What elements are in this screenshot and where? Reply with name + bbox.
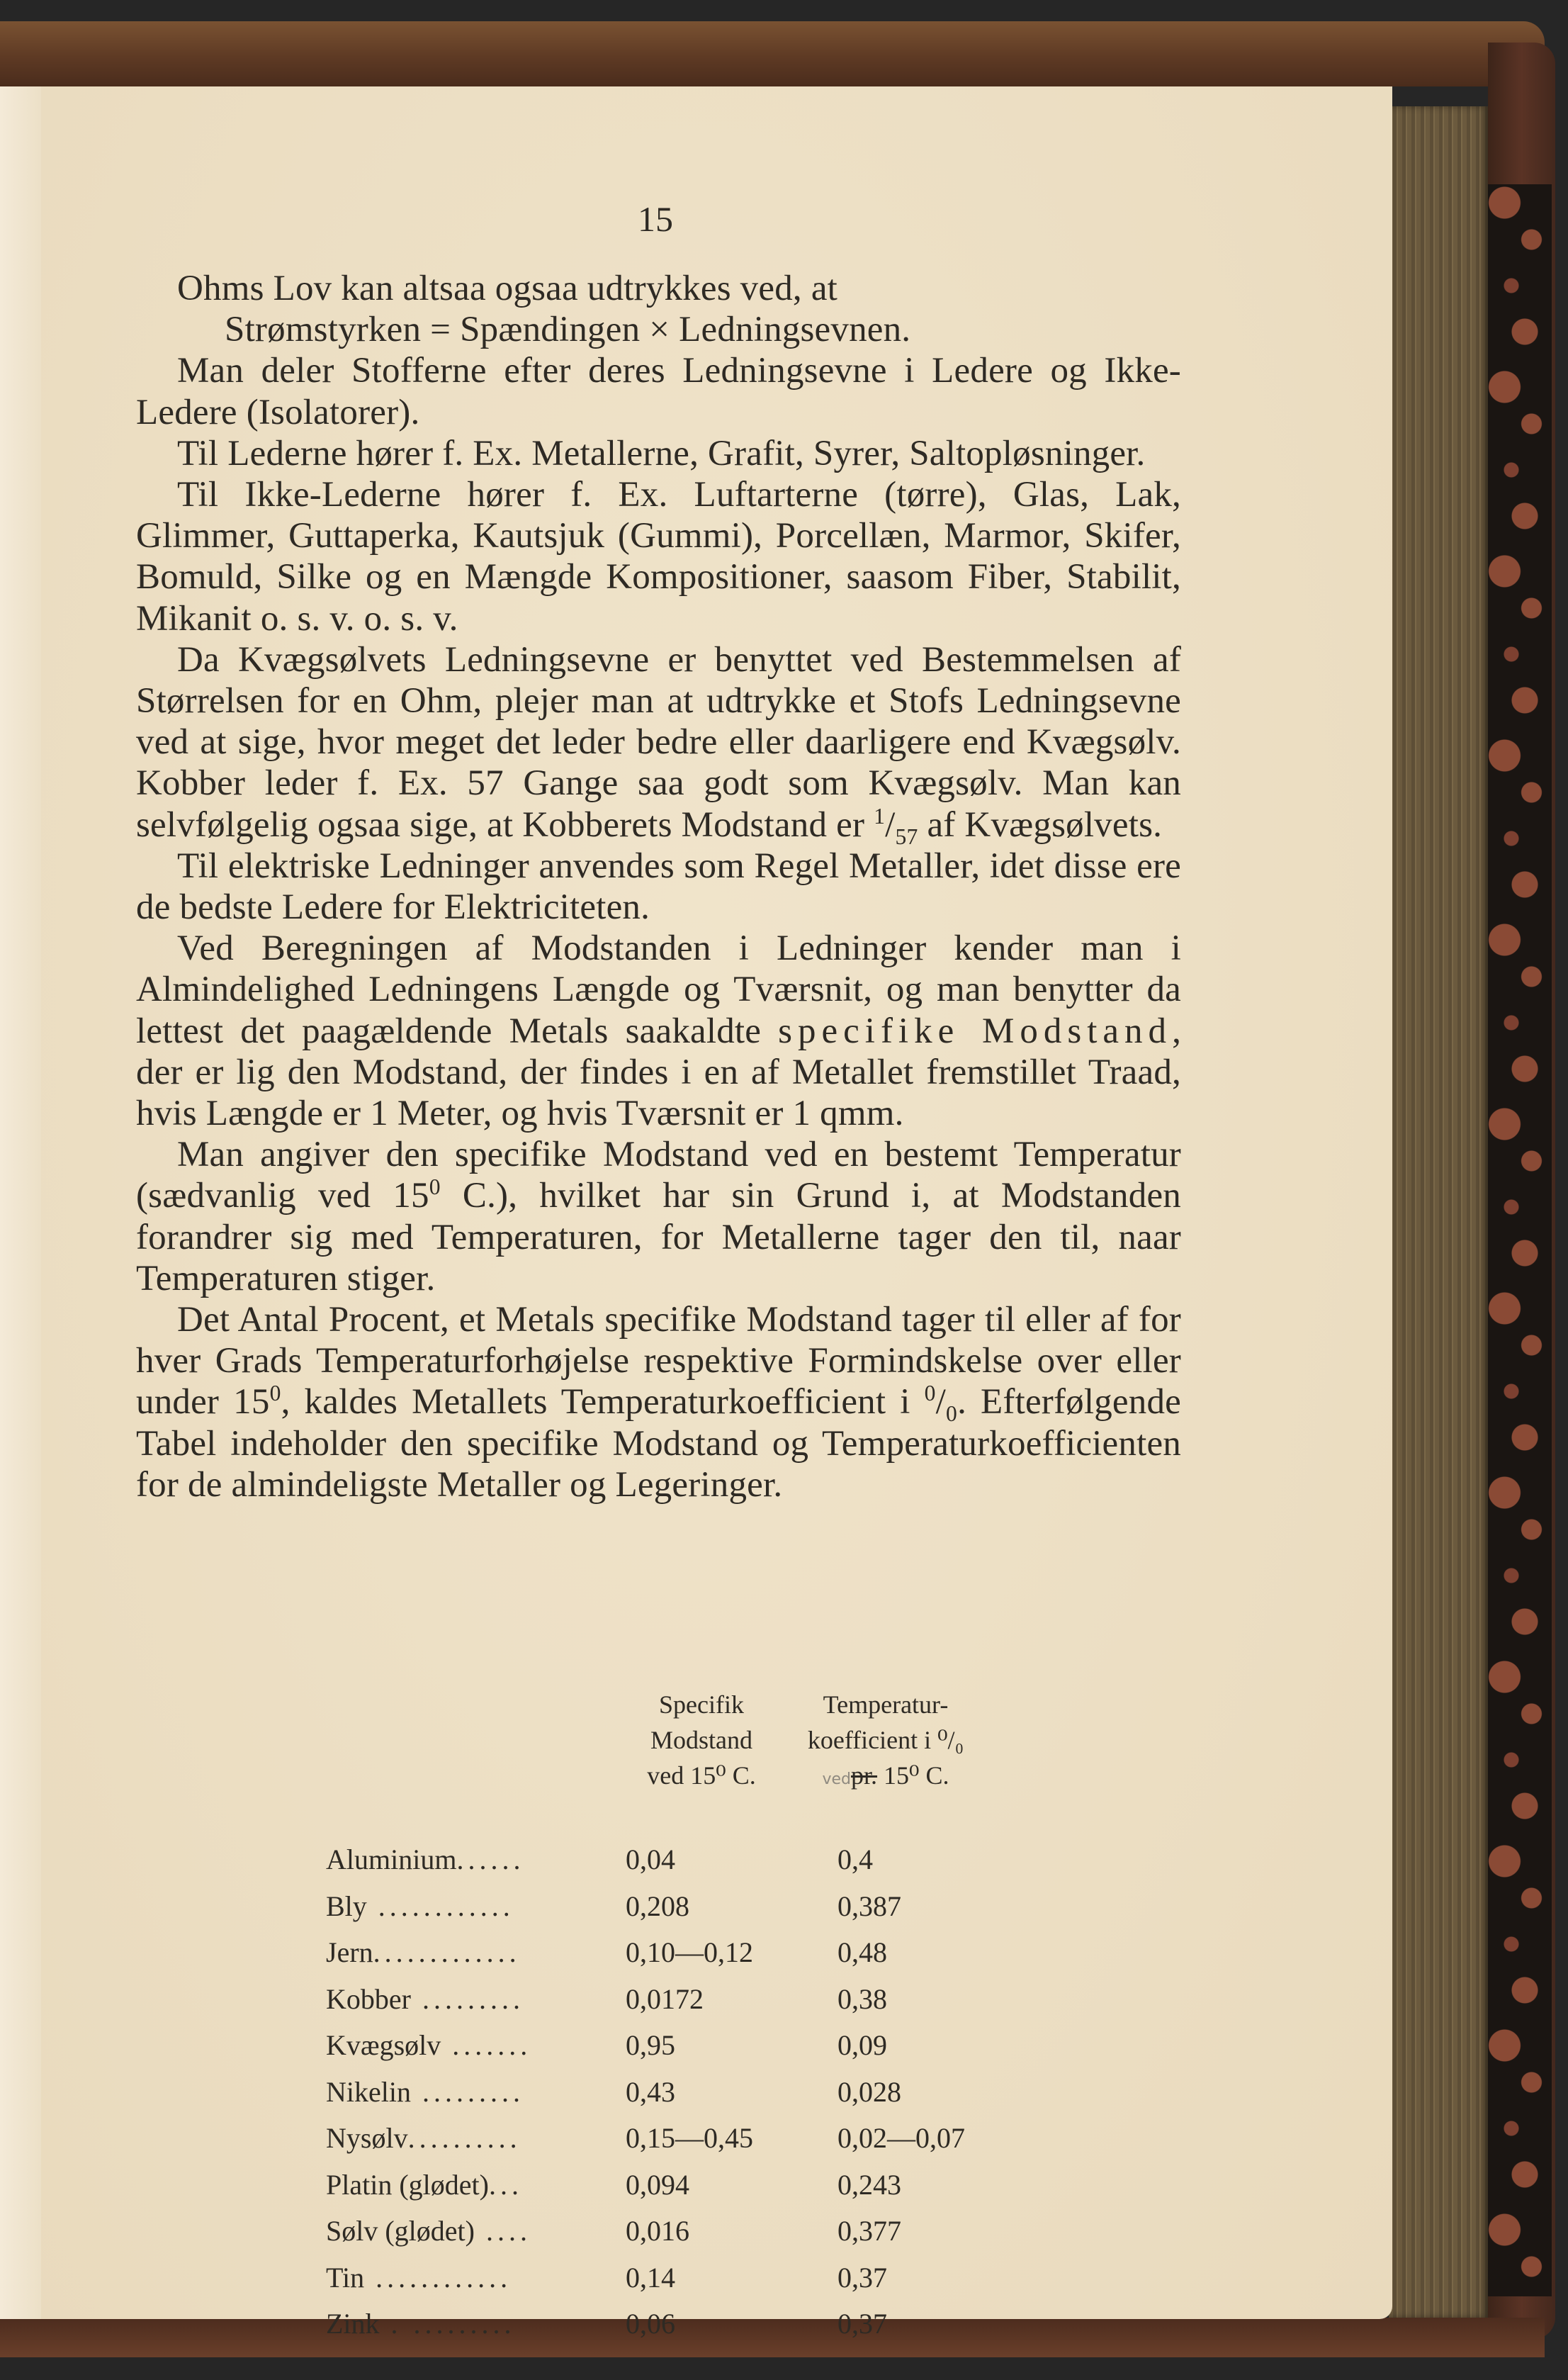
paragraph-text: Ohms Lov kan altsaa ogsaa udtrykkes ved, at xyxy=(177,269,838,308)
struck-text: pr. xyxy=(851,1761,878,1790)
paragraph: Da Kvægsølvets Ledningsevne er benyttet ved Bestemmelsen af Størrelsen for en Ohm, plejer man at udtrykke et Stofs Ledningsevne ved at sige, hvor meget det leder bedre eller daarligere end Kvægsølv. Kobber leder f. Ex. 57 Gange saa godt som Kvægsølv. Man kan selvfølgelig ogsaa sige, at Kobberets Modstand er $^1/_{57}$ af Kvægsølvets. xyxy=(136,639,1181,849)
paragraph: Til Lederne hører f. Ex. Metallerne, Grafit, Syrer, Saltopløsninger. xyxy=(177,433,1146,473)
metal-name xyxy=(326,2077,616,2108)
metal-label: Nikelin xyxy=(326,2076,411,2108)
body-text xyxy=(136,268,1181,1505)
emphasized-term: specifike Modstand xyxy=(778,1011,1173,1051)
metal-label: Zink xyxy=(326,2308,380,2340)
metal-name xyxy=(326,1844,616,1875)
degree-sign: 0 xyxy=(269,1381,281,1406)
specific-resistance: 0,06 xyxy=(626,2308,675,2340)
leader-dots: ......... xyxy=(410,1983,524,2015)
metal-label: Kobber xyxy=(326,1983,411,2015)
paragraph-text: Det Antal Procent, et Metals specifike Modstand tager til eller af for hver Grads Temperaturforhøjelse respektive Formindskelse over eller under 15 xyxy=(136,1300,1181,1422)
paragraph xyxy=(136,268,1181,350)
leader-dots: ....... xyxy=(441,2030,532,2061)
metal-label: Platin (glødet) xyxy=(326,2169,489,2201)
book-cover-bottom xyxy=(0,2318,1545,2357)
specific-resistance: 0,0172 xyxy=(626,1982,704,2015)
paragraph: Til Ikke-Lederne hører f. Ex. Luftarterne (tørre), Glas, Lak, Glimmer, Guttaperka, Kautsjuk (Gummi), Porcellæn, Marmor, Skifer, Bomuld, Silke og en Mængde Kompositioner, saasom Fiber, Stabilit, Mikanit o. s. v. o. s. v. xyxy=(136,475,1181,639)
metal-label: Kvægsølv xyxy=(326,2030,441,2061)
header-line: Temperatur- xyxy=(823,1690,949,1719)
temperature-coefficient: 0,028 xyxy=(837,2075,901,2108)
leader-dots: ......... xyxy=(410,2076,524,2108)
metal-label: Aluminium xyxy=(326,1844,457,1875)
temperature-coefficient: 0,38 xyxy=(837,1982,887,2015)
specific-resistance: 0,10—0,12 xyxy=(626,1936,753,1968)
paragraph-text: Ved Beregningen af Modstanden i Ledninger kender man i Almindelighed Ledningens Længde og Tværsnit, og man benytter da lettest det paagældende Metals saakaldte xyxy=(136,928,1181,1051)
degree-sign: 0 xyxy=(429,1174,441,1200)
specific-resistance: 0,14 xyxy=(626,2261,675,2294)
metal-name xyxy=(326,2308,616,2340)
temperature-coefficient: 0,243 xyxy=(837,2168,901,2201)
column-header-resistance xyxy=(624,1687,779,1793)
page-gutter xyxy=(0,86,41,2319)
metal-name xyxy=(326,1937,616,1968)
paragraph-text: , der er lig den Modstand, der findes i en af Metallet fremstillet Traad, hvis Længde er 1 Meter, og hvis Tværsnit er 1 qmm. xyxy=(136,1011,1182,1134)
header-line xyxy=(779,1758,992,1797)
leader-dots: ...... xyxy=(456,1844,525,1875)
header-line: ved 15⁰ C. xyxy=(647,1761,756,1790)
metal-name xyxy=(326,1891,616,1922)
metal-name xyxy=(326,2030,616,2061)
paragraph: Til elektriske Ledninger anvendes som Regel Metaller, idet disse ere de bedste Ledere for Elektriciteten. xyxy=(136,846,1181,928)
paragraph xyxy=(136,1134,1181,1299)
paragraph xyxy=(136,928,1181,1134)
specific-resistance: 0,094 xyxy=(626,2168,689,2201)
metal-name xyxy=(326,2216,616,2247)
header-line: koefficient i ⁰/₀ xyxy=(807,1726,964,1754)
leader-dots: .......... xyxy=(407,2123,521,2154)
temperature-coefficient: 0,387 xyxy=(837,1890,901,1922)
handwritten-correction: ved xyxy=(822,1770,852,1788)
metal-label: Bly xyxy=(326,1890,367,1922)
leader-dots: ............ xyxy=(364,2262,512,2294)
page-number: 15 xyxy=(638,199,673,239)
book-cover-top xyxy=(0,21,1545,86)
paragraph-text: C.), hvilket har sin Grund i, at Modstanden forandrer sig med Temperaturen, for Metallerne tager den til, naar Temperaturen stiger. xyxy=(136,1176,1181,1298)
specific-resistance: 0,43 xyxy=(626,2075,675,2108)
metal-name xyxy=(326,2123,616,2154)
paragraph-text: Da Kvægsølvets Ledningsevne er benyttet ved Bestemmelsen af Størrelsen for en Ohm, plejer man at udtrykke et Stofs Ledningsevne ved at sige, hvor meget det leder bedre eller daarligere end Kvægsølv. Kobber leder f. Ex. 57 Gange saa godt som Kvægsølv. Man kan selvfølgelig ogsaa sige, at Kobberets Modstand er xyxy=(136,639,1181,845)
metal-name xyxy=(326,2262,616,2294)
temperature-coefficient: 0,37 xyxy=(837,2308,887,2340)
leader-dots: . ......... xyxy=(379,2308,516,2340)
temperature-coefficient: 0,48 xyxy=(837,1936,887,1968)
metal-name xyxy=(326,1984,616,2015)
fraction-numerator: 1 xyxy=(874,803,886,829)
metal-name xyxy=(326,2169,616,2201)
temperature-coefficient: 0,377 xyxy=(837,2215,901,2247)
specific-resistance: 0,15—0,45 xyxy=(626,2122,753,2154)
temperature-coefficient: 0,02—0,07 xyxy=(837,2122,965,2154)
paragraph-text: . Efterfølgende Tabel indeholder den specifike Modstand og Temperaturkoefficienten for de almindeligste Metaller og Legeringer. xyxy=(136,1382,1181,1505)
leader-dots: ............. xyxy=(373,1937,521,1968)
header-line: Specifik xyxy=(659,1690,744,1719)
temperature-coefficient: 0,4 xyxy=(837,1843,873,1875)
temperature-coefficient: 0,37 xyxy=(837,2261,887,2294)
paragraph-text: Man angiver den specifike Modstand ved en bestemt Temperatur (sædvanlig ved 15 xyxy=(136,1135,1181,1216)
percent-sign-bottom: 0 xyxy=(946,1401,958,1427)
specific-resistance: 0,208 xyxy=(626,1890,689,1922)
paragraph: Det Antal Procent, et Metals specifike Modstand tager til eller af for hver Grads Temperaturforhøjelse respektive Formindskelse over eller under $15^0$, kaldes Metallets Temperaturkoefficient i $^0/_0$. Efterfølgende Tabel indeholder den specifike Modstand og Temperaturkoefficienten for de almindeligste Metaller og Legeringer. xyxy=(136,1300,1181,1505)
specific-resistance: 0,95 xyxy=(626,2029,675,2061)
paragraph-text: af Kvægsølvets. xyxy=(918,804,1163,845)
paragraph-text: , kaldes Metallets Temperaturkoefficient i xyxy=(281,1382,925,1422)
paragraph: Man deler Stofferne efter deres Ledningsevne i Ledere og Ikke-Ledere (Isolatorer). xyxy=(136,351,1181,432)
temperature-coefficient: 0,09 xyxy=(837,2029,887,2061)
column-header-coefficient xyxy=(779,1687,992,1797)
metal-label: Jern xyxy=(326,1937,373,1968)
metal-label: Tin xyxy=(326,2262,365,2294)
percent-sign-top: 0 xyxy=(924,1381,936,1406)
specific-resistance: 0,04 xyxy=(626,1843,675,1875)
formula: Strømstyrken = Spændingen × Ledningsevnen. xyxy=(225,310,911,350)
header-line: Modstand xyxy=(650,1726,752,1754)
leader-dots: ............ xyxy=(366,1890,514,1922)
specific-resistance: 0,016 xyxy=(626,2215,689,2247)
leader-dots: ... xyxy=(488,2169,523,2201)
page-edges xyxy=(1389,106,1488,2318)
marbled-endpaper xyxy=(1484,184,1552,2296)
leader-dots: .... xyxy=(474,2216,531,2247)
header-text: 15⁰ C. xyxy=(877,1761,949,1790)
metal-label: Nysølv xyxy=(326,2123,408,2154)
metal-label: Sølv (glødet) xyxy=(326,2216,475,2247)
fraction-denominator: 57 xyxy=(895,824,918,849)
